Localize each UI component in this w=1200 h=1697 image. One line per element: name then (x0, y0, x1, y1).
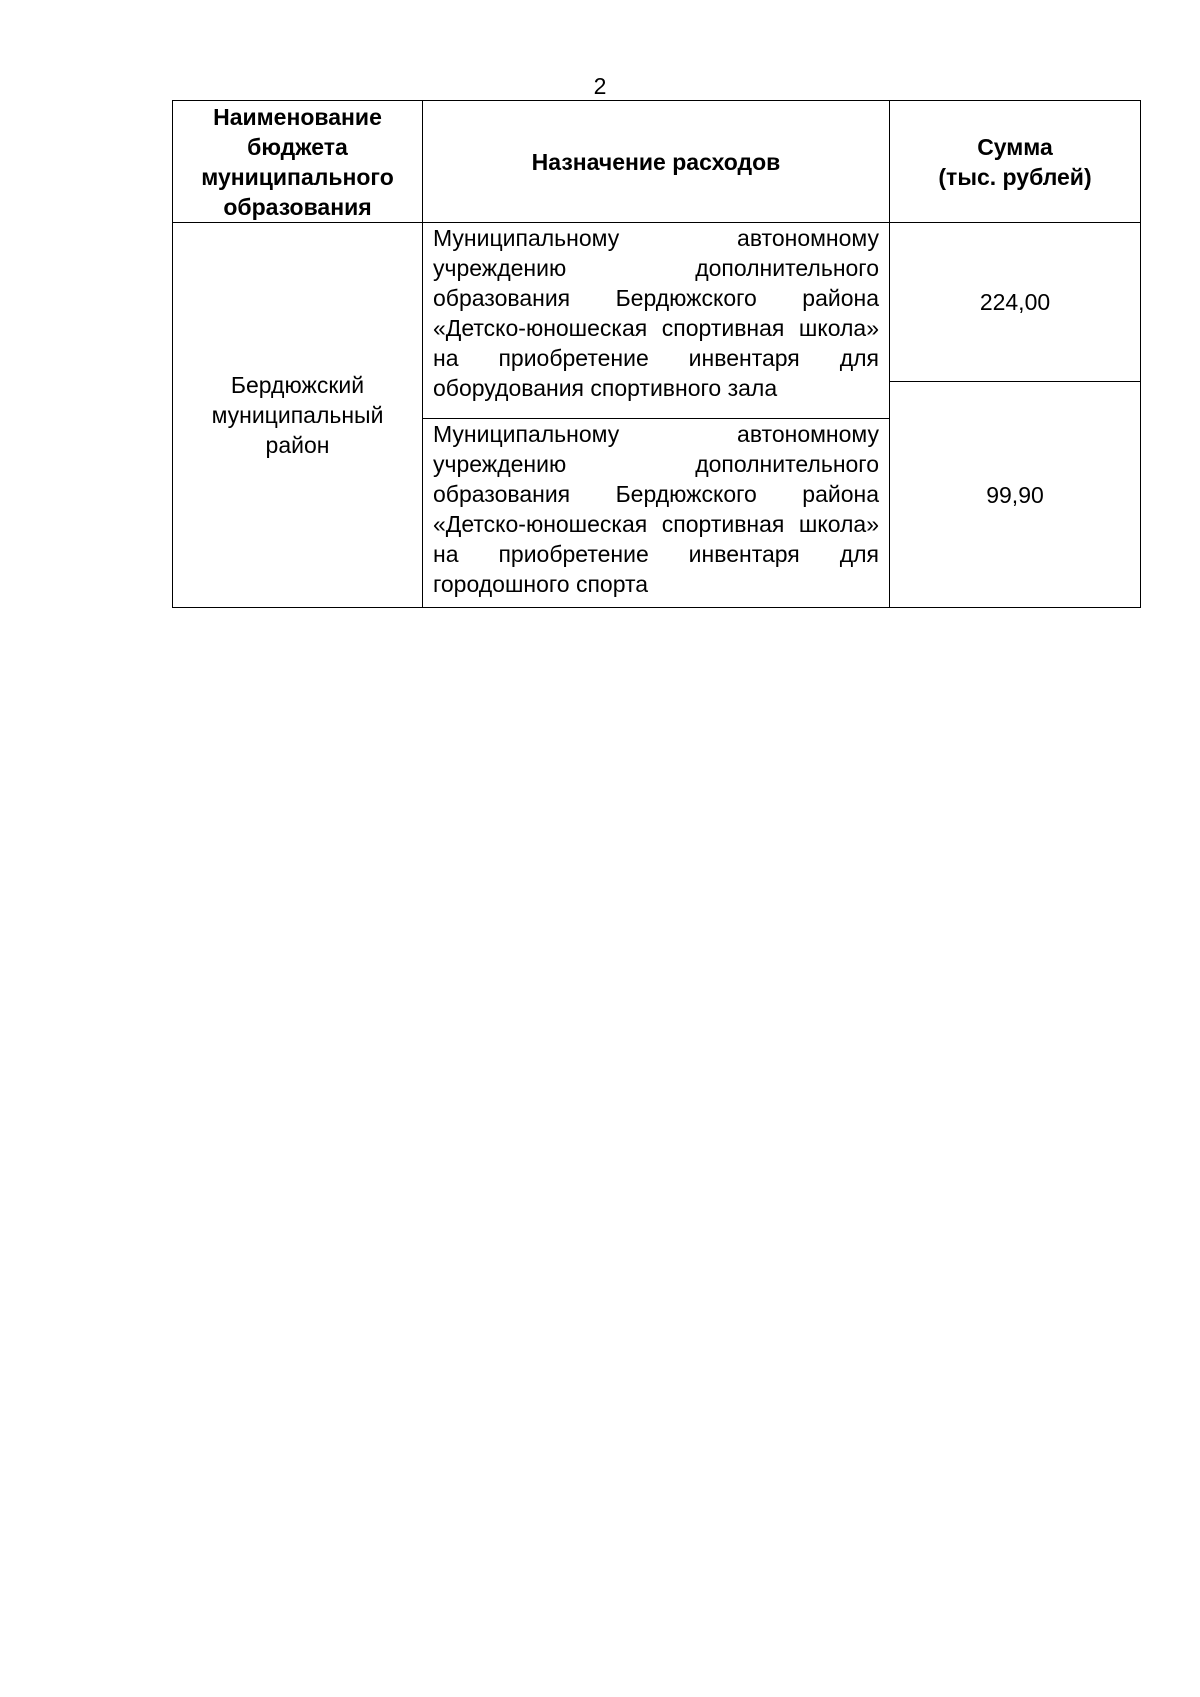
header-budget-name-line: бюджета (247, 133, 348, 160)
budget-name-line: муниципальный (211, 402, 384, 428)
table-row (173, 223, 1141, 382)
table-header-row (173, 101, 1141, 223)
page-number: 2 (593, 73, 607, 99)
header-budget-name-line: образования (223, 193, 372, 220)
header-sum-line: (тыс. рублей) (938, 163, 1092, 190)
header-sum-line: Сумма (977, 133, 1053, 160)
header-budget-name (173, 101, 423, 223)
purpose-cell: Муниципальному автономному учреждению дополнительного образования Бердюжского района «Детско-юношеская спортивная школа» на приобретение инвентаря для оборудования спортивного зала (423, 223, 890, 419)
budget-name-line: Бердюжский (230, 372, 365, 398)
budget-name-cell (173, 223, 423, 608)
header-purpose: Назначение расходов (423, 101, 890, 223)
header-sum (890, 101, 1141, 223)
header-budget-name-line: муниципального (201, 163, 394, 190)
budget-name-line: район (265, 432, 330, 458)
sum-cell: 224,00 (890, 223, 1141, 382)
budget-allocation-table (172, 100, 1141, 608)
purpose-cell: Муниципальному автономному учреждению дополнительного образования Бердюжского района «Детско-юношеская спортивная школа» на приобретение инвентаря для городошного спорта (423, 419, 890, 608)
header-budget-name-line: Наименование (213, 103, 382, 130)
sum-cell: 99,90 (890, 382, 1141, 608)
